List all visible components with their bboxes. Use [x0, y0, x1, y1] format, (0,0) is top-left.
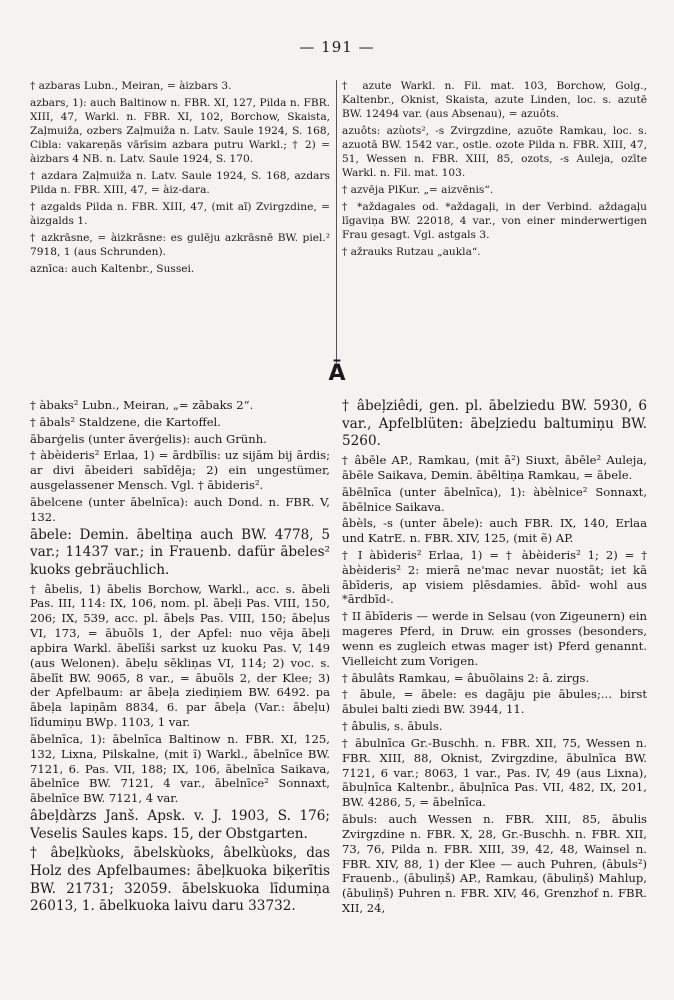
entry: âbèls, -s (unter ābele): auch FBR. IX, 140, Erlaa und KatrE. n. FBR. XIV, 125, (mit ẽ) AP.: [342, 516, 647, 546]
entry: âbeļdàrzs Janš. Apsk. v. J. 1903, S. 176; Veselis Saules kaps. 15, der Obstgarten.: [30, 808, 330, 842]
entry: ābarģelis (unter āverģelis): auch Grünh.: [30, 431, 267, 446]
entry: † âbeļziêdi, gen. pl. ābelziedu BW. 5930, 6 var., Apfelblüten: ābeļziedu baltumiņu BW. 5260.: [342, 398, 647, 450]
entry: † azkrāsne, = àizkrāsne: es gulēju azkrāsnē BW. piel.² 7918, 1 (aus Schrunden).: [30, 231, 330, 258]
entry: † *aždagales od. *aždagaļi, in der Verbind. aždagaļu līgaviņa BW. 22018, 4 var., von einer minderwertigen Frau gesagt. Vgl. astgals 3.: [342, 200, 647, 241]
bottom-left-column: [30, 398, 330, 918]
entry: † I àbìderis² Erlaa, 1) = † àbèideris² 1; 2) = † àbèideris² 2: mierā ne'mac nevar nuostāt; iet kā ābīderis, ap visiem plēsdamies. ābīd- wohl aus *ārdbīd-.: [342, 547, 647, 607]
entry: † âbulis, s. ābuls.: [342, 719, 443, 734]
entry: † azvēja PlKur. „= aizvēnis“.: [342, 183, 494, 196]
bottom-right-column: [342, 398, 647, 918]
entry: ābelnīca, 1): ābelnīca Baltinow n. FBR. XI, 125, 132, Lixna, Pilskalne, (mit ĩ) Warkl., ābelnīce BW. 7121, 6. Pas. VII, 188; IX, 106, ābelnīca Saikava, ābelnīce BW. 7121, 4 var., ābelnīce² Sonnaxt, ābelnīce BW. 7121, 4 var.: [30, 731, 330, 806]
entry: † àbaks² Lubn., Meiran, „= zābaks 2“.: [30, 398, 254, 412]
top-right-column: [342, 80, 647, 263]
page-number: — 191 —: [299, 38, 375, 56]
entry: † ažrauks Rutzau „aukla“.: [342, 245, 481, 258]
entry: † ābule, = ābele: es dagāju pie ābules;... birst ābulei balti ziedi BW. 3944, 11.: [342, 687, 647, 717]
section-letter: Ā: [328, 361, 346, 386]
entry: † azgalds Pilda n. FBR. XIII, 47, (mit aĩ) Zvirgzdine, = àizgalds 1.: [30, 200, 330, 227]
entry: † azdara Zaļmuiža n. Latv. Saule 1924, S. 168, azdars Pilda n. FBR. XIII, 47, = àiz-dara.: [30, 169, 330, 196]
entry: ābele: Demin. ābeltiņa auch BW. 4778, 5 var.; 11437 var.; in Frauenb. dafür ābeles² kuoks gebräuchlich.: [30, 526, 330, 578]
entry: † azute Warkl. n. Fil. mat. 103, Borchow, Golg., Kaltenbr., Oknist, Skaista, azute Linden, loc. s. azutē BW. 12494 var. (aus Absenau), = azuôts.: [342, 80, 647, 120]
entry: ābēlnīca (unter ābelnīca), 1): àbèlnice² Sonnaxt, ābēlnice Saikava.: [342, 484, 647, 514]
entry: azuôts: azùots², -s Zvirgzdine, azuõte Ramkau, loc. s. azuotā BW. 1542 var., ostle. ozote Pilda n. FBR. XIII, 47, 51, Wessen n. FBR. XIII, 85, ozots, -s Auleja, ozīte Warkl. n. Fil. mat. 103.: [342, 124, 647, 179]
entry: azbars, 1): auch Baltinow n. FBR. XI, 127, Pilda n. FBR. XIII, 47, Warkl. n. FBR. XI, 102, Borchow, Skaista, Zaļmuiža, ozbers Zaļmuiža n. Latv. Saule 1924, S. 168, Cibla: vakareņās vārīsim azbara putru Warkl.; † 2) = àizbars 4 NB. n. Latv. Saule 1924, S. 170.: [30, 96, 330, 165]
entry: † ābulâts Ramkau, = âbuõlains 2: ā. zirgs.: [342, 670, 590, 685]
entry: † ābulnīca Gr.-Buschh. n. FBR. XII, 75, Wessen n. FBR. XIII, 88, Oknist, Zvirgzdine, ābulnīca BW. 7121, 6 var.; 8063, 1 var., Pas. IV, 49 (aus Lixna), ābuļnīca Kaltenbr., ābuļnīca Pas. VII, 482, IX, 201, BW. 4286, 5, = ābelnīca.: [342, 735, 647, 810]
entry: † âbelis, 1) ābelis Borchow, Warkl., acc. s. ābeli Pas. III, 114: IX, 106, nom. pl. ābeļi Pas. VIII, 150, 206; IX, 539, acc. pl. ābeļs Pas. VIII, 150; ābeļus VI, 173, = ābuõls 1, der Apfel: nuo vēja ābeļi apbira Warkl. ābelīši sarkst uz kuoku Pas. V, 149 (aus Welonen). ābeļu sēkliņas VI, 114; 2) voc. s. ābelīt BW. 9065, 8 var., = ābuõls 2, der Klee; 3) der Apfelbaum: ar ābeļa ziediņiem BW. 6492. pa ābeļa lapiņām 8834, 6. par ābeļa (Var.: ābeļu) līdumiņu BWp. 1103, 1 var.: [30, 581, 330, 730]
entry: ābelcene (unter ābelnīca): auch Dond. n. FBR. V, 132.: [30, 494, 330, 524]
entry: aznīca: auch Kaltenbr., Sussei.: [30, 262, 195, 275]
entry: † azbaras Lubn., Meiran, = àizbars 3.: [30, 80, 232, 92]
entry: † àbèideris² Erlaa, 1) = ārdbīlis: uz sijām bij ārdis; ar divi ābeideri sabīdēja; 2) ein ungestümer, ausgelassener Mensch. Vgl. † ābideris².: [30, 448, 330, 493]
top-left-column: [30, 80, 330, 280]
entry: † ābals² Staldzene, die Kartoffel.: [30, 414, 221, 429]
entry: † II ābīderis — werde in Selsau (von Zigeunern) ein mageres Pferd, in Druw. ein grosses (besonders, wenn es zugleich etwas mager ist) Pferd genannt. Vielleicht zum Vorigen.: [342, 609, 647, 668]
entry: † âbeļkùoks, ābelskùoks, âbelkùoks, das Holz des Apfelbaumes: ābeļkuoka biķerītis BW. 21731; 32059. ābelskuoka līdumiņa 26013, 1. ābelkuoka laivu daru 33732.: [30, 845, 330, 915]
entry: ābuls: auch Wessen n. FBR. XIII, 85, ābulis Zvirgzdine n. FBR. X, 28, Gr.-Buschh. n. FBR. XII, 73, 76, Pilda n. FBR. XIII, 39, 42, 48, Wainsel n. FBR. XIV, 88, 1) der Klee — auch Puhren, (ābuls²) Frauenb., (ābuliņš) AP., Ramkau, (ābuliņš) Mahlup, (ābuliņš) Puhren n. FBR. XIV, 46, Grenzhof n. FBR. XII, 24,: [342, 812, 647, 916]
entry: † âbēle AP., Ramkau, (mit ā²) Siuxt, ābēle² Auleja, ābēle Saikava, Demin. ābēltiņa Ramkau, = ābele.: [342, 453, 647, 482]
column-divider: [336, 80, 337, 363]
